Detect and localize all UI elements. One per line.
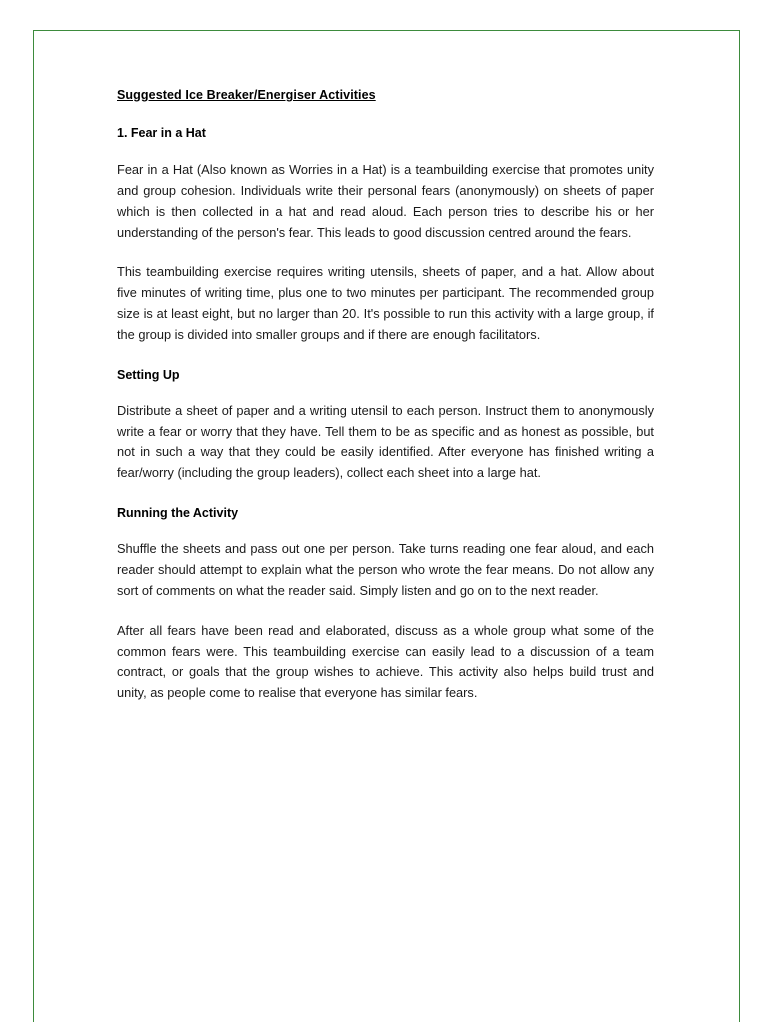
document-content — [117, 88, 654, 723]
page-border-right-edge — [739, 30, 740, 1022]
paragraph-setting-up: Distribute a sheet of paper and a writing utensil to each person. Instruct them to anonymously write a fear or worry that they have. Tell them to be as specific and as honest as possible, but not in such a way that they could be easily identified. After everyone has finished writing a fear/worry (including the group leaders), collect each sheet into a large hat. — [117, 402, 654, 481]
section-heading-fear-in-a-hat: 1. Fear in a Hat — [117, 126, 206, 140]
document-title: Suggested Ice Breaker/Energiser Activities — [117, 88, 376, 102]
paragraph-running-activity-1: Shuffle the sheets and pass out one per person. Take turns reading one fear aloud, and each reader should attempt to explain what the person who wrote the fear means. Do not allow any sort of comments on what the reader said. Simply listen and go on to the next reader. — [117, 541, 654, 598]
paragraph-running-activity-2: After all fears have been read and elaborated, discuss as a whole group what some of the common fears were. This teambuilding exercise can easily lead to a discussion of a team contract, or goals that the group wishes to achieve. This activity also helps build trust and unity, as people come to realise that everyone has similar fears. — [117, 622, 654, 701]
sub-heading-running-the-activity: Running the Activity — [117, 506, 239, 521]
sub-heading-setting-up: Setting Up — [117, 367, 180, 382]
paragraph-materials: This teambuilding exercise requires writing utensils, sheets of paper, and a hat. Allow about five minutes of writing time, plus one to two minutes per participant. The recommended group size is at least eight, but no larger than 20. It's possible to run this activity with a large group, if the group is divided into smaller groups and if there are enough facilitators. — [117, 264, 654, 342]
paragraph-intro: Fear in a Hat (Also known as Worries in a Hat) is a teambuilding exercise that promotes unity and group cohesion. Individuals write their personal fears (anonymously) on sheets of paper which is then collected in a hat and read aloud. Each person tries to describe his or her understanding of the person's fear. This leads to good discussion centred around the fears. — [117, 162, 654, 240]
